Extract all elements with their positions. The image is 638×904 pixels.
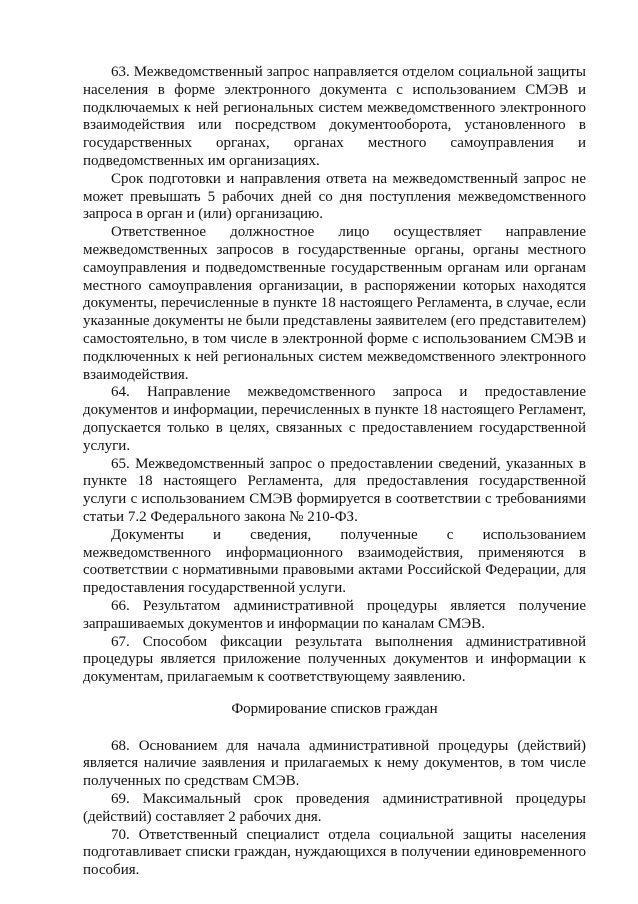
paragraph-67: 67. Способом фиксации результата выполнения административной процедуры является приложение полученных документов и информации к документам, прилагаемым к соответствующему заявлению. xyxy=(83,633,586,686)
section-heading: Формирование списков граждан xyxy=(231,700,438,717)
paragraph-63: 63. Межведомственный запрос направляется отделом социальной защиты населения в форме электронного документа с использованием СМЭВ и подключаемых к ней региональных систем межведомственного электронного взаимодействия или посредством документооборота, установленного в государственных органах, органах местного самоуправления и подведомственных им организациях. xyxy=(83,64,586,169)
paragraph-responsible-official: Ответственное должностное лицо осуществляет направление межведомственных запросов в государственные органы, органы местного самоуправления и подведомственные государственным органам или органам местного самоуправления организации, в распоряжении которых находятся документы, перечисленные в пункте 18 настоящего Регламента, в случае, если указанные документы не были представлены заявителем (его представителем) самостоятельно, в том числе в электронной форме с использованием СМЭВ и подключенных к ней региональных систем межведомственного электронного взаимодействия. xyxy=(83,224,586,383)
paragraph-response-deadline: Срок подготовки и направления ответа на межведомственный запрос не может превышать 5 рабочих дней со дня поступления межведомственного запроса в орган и (или) организацию. xyxy=(83,170,586,223)
paragraph-66: 66. Результатом административной процедуры является получение запрашиваемых документов и информации по каналам СМЭВ. xyxy=(83,597,586,632)
paragraph-69: 69. Максимальный срок проведения административной процедуры (действий) составляет 2 рабочих дня. xyxy=(83,791,586,825)
paragraph-64: 64. Направление межведомственного запроса и предоставление документов и информации, перечисленных в пункте 18 настоящего Регламент, допускается только в целях, связанных с предоставлением государственной услуги. xyxy=(83,384,586,454)
paragraph-65: 65. Межведомственный запрос о предоставлении сведений, указанных в пункте 18 настоящего Регламента, для предоставления государственной услуги с использованием СМЭВ формируется в соответствии с требованиями статьи 7.2 Федерального закона № 210-ФЗ. xyxy=(83,455,586,525)
paragraph-70: 70. Ответственный специалист отдела социальной защиты населения подготавливает списки граждан, нуждающихся в получении единовременного пособия. xyxy=(83,826,586,879)
paragraph-68: 68. Основанием для начала административной процедуры (действий) является наличие заявления и прилагаемых к нему документов, в том числе полученных по средствам СМЭВ. xyxy=(83,737,586,790)
paragraph-documents-and-info: Документы и сведения, полученные с использованием межведомственного информационного взаимодействия, применяются в соответствии с нормативными правовыми актами Российской Федерации, для предоставления государственной услуги. xyxy=(83,526,586,597)
